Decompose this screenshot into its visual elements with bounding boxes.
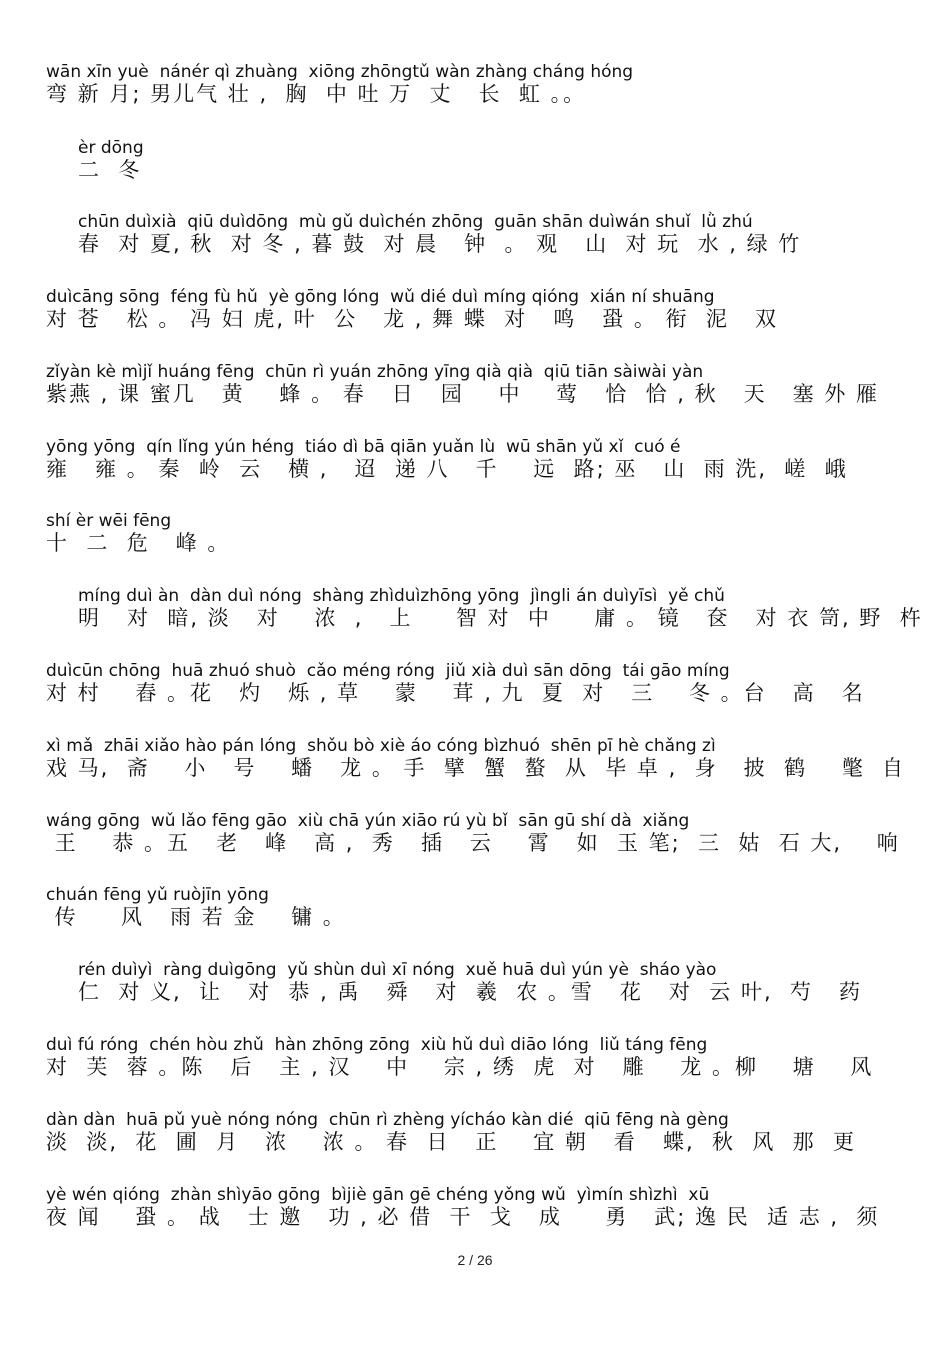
text-line	[46, 811, 912, 855]
pinyin-line: dàn dàn huā pǔ yuè nóng nóng chūn rì zhèng yícháo kàn dié qiū fēng nà gèng	[46, 1110, 729, 1130]
pinyin-line: duìcūn chōng huā zhuó shuò cǎo méng róng jiǔ xià duì sān dōng tái gāo míng	[46, 661, 730, 681]
pinyin-line: chūn duìxià qiū duìdōng mù gǔ duìchén zhōng guān shān duìwán shuǐ lǜ zhú	[78, 212, 753, 232]
text-line	[46, 661, 912, 705]
text-line	[46, 736, 912, 780]
pinyin-line: zǐyàn kè mìjǐ huáng fēng chūn rì yuán zhōng yīng qià qià qiū tiān sàiwài yàn	[46, 362, 704, 382]
text-line	[46, 62, 912, 106]
hanzi-line: 明 对 暗, 淡 对 浓 , 上 智 对 中 庸 。 镜 奁 对 衣 笥, 野 杵	[78, 606, 923, 630]
hanzi-line: 对 苍 松 。 冯 妇 虎, 叶 公 龙 , 舞 蝶 对 鸣 蛩 。 衔 泥 双	[46, 307, 778, 331]
section-heading	[78, 138, 912, 182]
text-line	[78, 212, 912, 256]
pinyin-line: rén duìyì ràng duìgōng yǔ shùn duì xī nóng xuě huā duì yún yè sháo yào	[78, 960, 717, 980]
pinyin-line: yōng yōng qín lǐng yún héng tiáo dì bā qiān yuǎn lù wū shān yǔ xǐ cuó é	[46, 437, 681, 457]
hanzi-line: 春 对 夏, 秋 对 冬 , 暮 鼓 对 晨 钟 。 观 山 对 玩 水 , 绿 竹	[78, 232, 802, 256]
pinyin-line: shí èr wēi fēng	[46, 511, 172, 531]
hanzi-line: 雍 雍 。 秦 岭 云 横 , 迢 递 八 千 远 路; 巫 山 雨 洗, 嵯 峨	[46, 457, 848, 481]
pinyin-line: èr dōng	[78, 138, 144, 158]
hanzi-line: 淡 淡, 花 圃 月 浓 浓 。 春 日 正 宜 朝 看 蝶, 秋 风 那 更	[46, 1130, 857, 1154]
text-line	[46, 287, 912, 331]
pinyin-line: duìcāng sōng féng fù hǔ yè gōng lóng wǔ dié duì míng qióng xián ní shuāng	[46, 287, 715, 307]
text-line	[46, 885, 912, 929]
text-line	[46, 1110, 912, 1154]
hanzi-line: 夜 闻 蛩 。 战 士 邀 功 , 必 借 干 戈 成 勇 武; 逸 民 适 志 , 须	[46, 1205, 880, 1229]
pinyin-line: wān xīn yuè nánér qì zhuàng xiōng zhōngtǔ wàn zhàng cháng hóng	[46, 62, 634, 82]
pinyin-line: míng duì àn dàn duì nóng shàng zhìduìzhōng yōng jìngli án duìyīsì yě chǔ	[78, 586, 725, 606]
hanzi-line: 对 村 舂 。花 灼 烁 , 草 蒙 茸 , 九 夏 对 三 冬 。台 高 名	[46, 681, 865, 705]
pinyin-line: wáng gōng wǔ lǎo fēng gāo xiù chā yún xiāo rú yù bǐ sān gū shí dà xiǎng	[46, 811, 690, 831]
hanzi-line: 二 冬	[78, 158, 142, 182]
hanzi-line: 对 芙 蓉 。陈 后 主 , 汉 中 宗 , 绣 虎 对 雕 龙 。柳 塘 风	[46, 1055, 874, 1079]
text-line	[78, 586, 923, 630]
hanzi-line: 传 风 雨 若 金 镛 。	[46, 905, 346, 929]
hanzi-line: 弯 新 月; 男儿气 壮 , 胸 中 吐 万 丈 长 虹 。。	[46, 82, 587, 106]
hanzi-line: 王 恭 。五 老 峰 高 , 秀 插 云 霄 如 玉 笔; 三 姑 石 大, 响	[46, 831, 900, 855]
text-line	[46, 1035, 912, 1079]
hanzi-line: 十 二 危 峰 。	[46, 531, 231, 555]
text-line	[46, 511, 912, 555]
text-line	[46, 362, 912, 406]
hanzi-line: 戏 马, 斋 小 号 蟠 龙 。 手 擘 蟹 螯 从 毕 卓 , 身 披 鹤 氅 自	[46, 756, 906, 780]
hanzi-line: 紫燕 , 课 蜜几 黄 蜂 。 春 日 园 中 莺 恰 恰 , 秋 天 塞 外 雁	[46, 382, 880, 406]
pinyin-line: duì fú róng chén hòu zhǔ hàn zhōng zōng xiù hǔ duì diāo lóng liǔ táng fēng	[46, 1035, 708, 1055]
text-line	[46, 1185, 912, 1229]
text-line	[46, 437, 912, 481]
page-number: 2 / 26	[457, 1252, 493, 1268]
pinyin-line: xì mǎ zhāi xiǎo hào pán lóng shǒu bò xiè áo cóng bìzhuó shēn pī hè chǎng zì	[46, 736, 716, 756]
text-line	[78, 960, 912, 1004]
pinyin-line: chuán fēng yǔ ruòjīn yōng	[46, 885, 269, 905]
pinyin-line: yè wén qióng zhàn shìyāo gōng bìjiè gān gē chéng yǒng wǔ yìmín shìzhì xū	[46, 1185, 710, 1205]
hanzi-line: 仁 对 义, 让 对 恭 , 禹 舜 对 羲 农 。雪 花 对 云 叶, 芍 药	[78, 980, 863, 1004]
